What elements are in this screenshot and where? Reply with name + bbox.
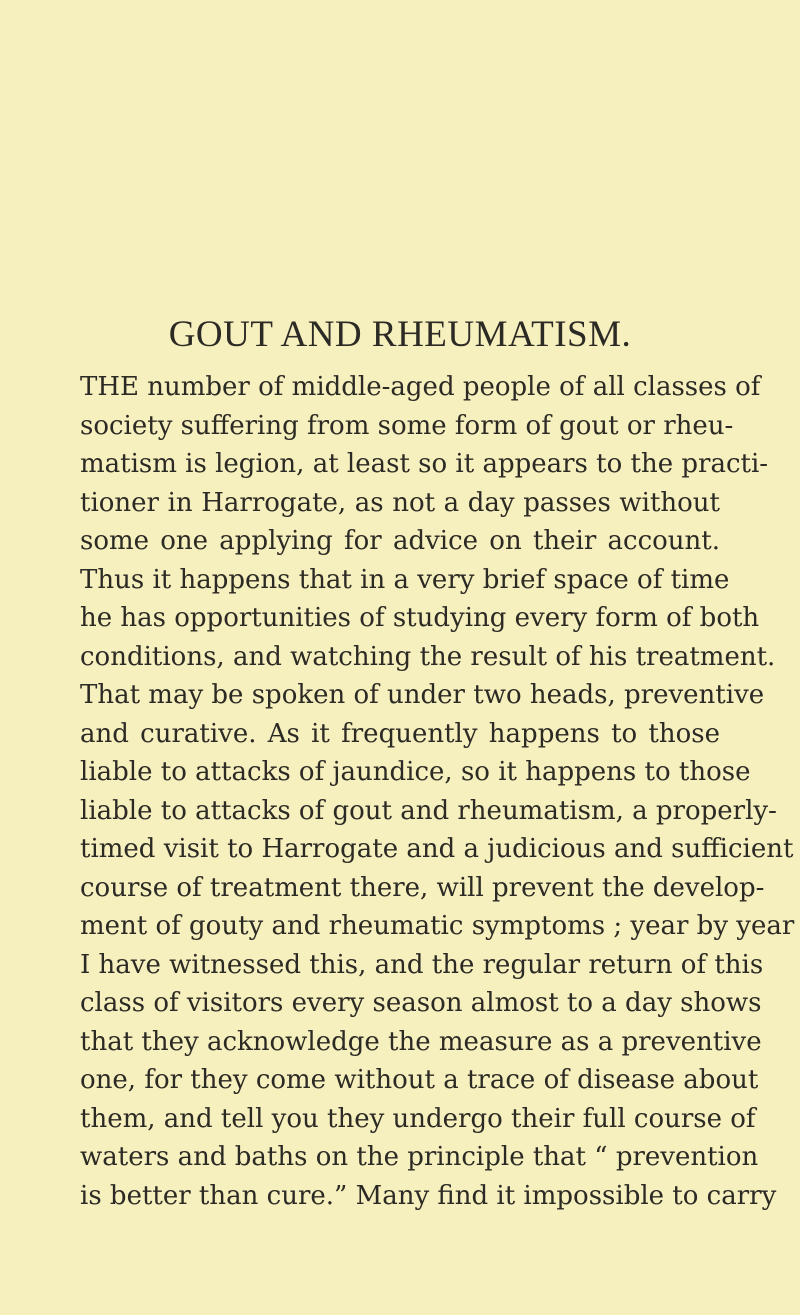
text-line: society suffering from some form of gout or rheu- xyxy=(80,410,734,441)
chapter-heading: GOUT AND RHEUMATISM. xyxy=(168,314,632,355)
text-line: them, and tell you they undergo their full course of xyxy=(80,1103,756,1134)
text-line: class of visitors every season almost to a day shows xyxy=(80,988,762,1018)
text-line: tioner in Harrogate, as not a day passes without xyxy=(80,487,720,518)
text-line: ment of gouty and rheumatic symptoms ; year by year xyxy=(80,911,795,941)
text-line: liable to attacks of gout and rheumatism, a properly- xyxy=(80,795,777,826)
text-line: liable to attacks of jaundice, so it happens to those xyxy=(80,757,751,787)
text-line: I have witnessed this, and the regular return of this xyxy=(80,949,764,980)
text-line: some one applying for advice on their account. xyxy=(80,526,720,556)
text-line: he has opportunities of studying every form of both xyxy=(80,603,760,633)
text-line: conditions, and watching the result of his treatment. xyxy=(80,641,776,672)
text-line: and curative. As it frequently happens to those xyxy=(80,718,720,749)
text-line: Thus it happens that in a very brief space of time xyxy=(80,564,730,595)
text-line: timed visit to Harrogate and a judicious and sufficient xyxy=(80,834,794,864)
text-line: is better than cure.” Many find it impossible to carry xyxy=(80,1180,777,1211)
text-line: course of treatment there, will prevent the develop- xyxy=(80,872,765,903)
text-line: matism is legion, at least so it appears to the practi- xyxy=(80,449,769,479)
text-line: That may be spoken of under two heads, preventive xyxy=(80,680,765,710)
text-line: waters and baths on the principle that “ prevention xyxy=(80,1142,759,1172)
text-line: that they acknowledge the measure as a preventive xyxy=(80,1026,762,1057)
body-text xyxy=(80,368,795,1215)
text-line: one, for they come without a trace of disease about xyxy=(80,1065,759,1095)
text-line: THE number of middle-aged people of all classes of xyxy=(80,372,761,402)
